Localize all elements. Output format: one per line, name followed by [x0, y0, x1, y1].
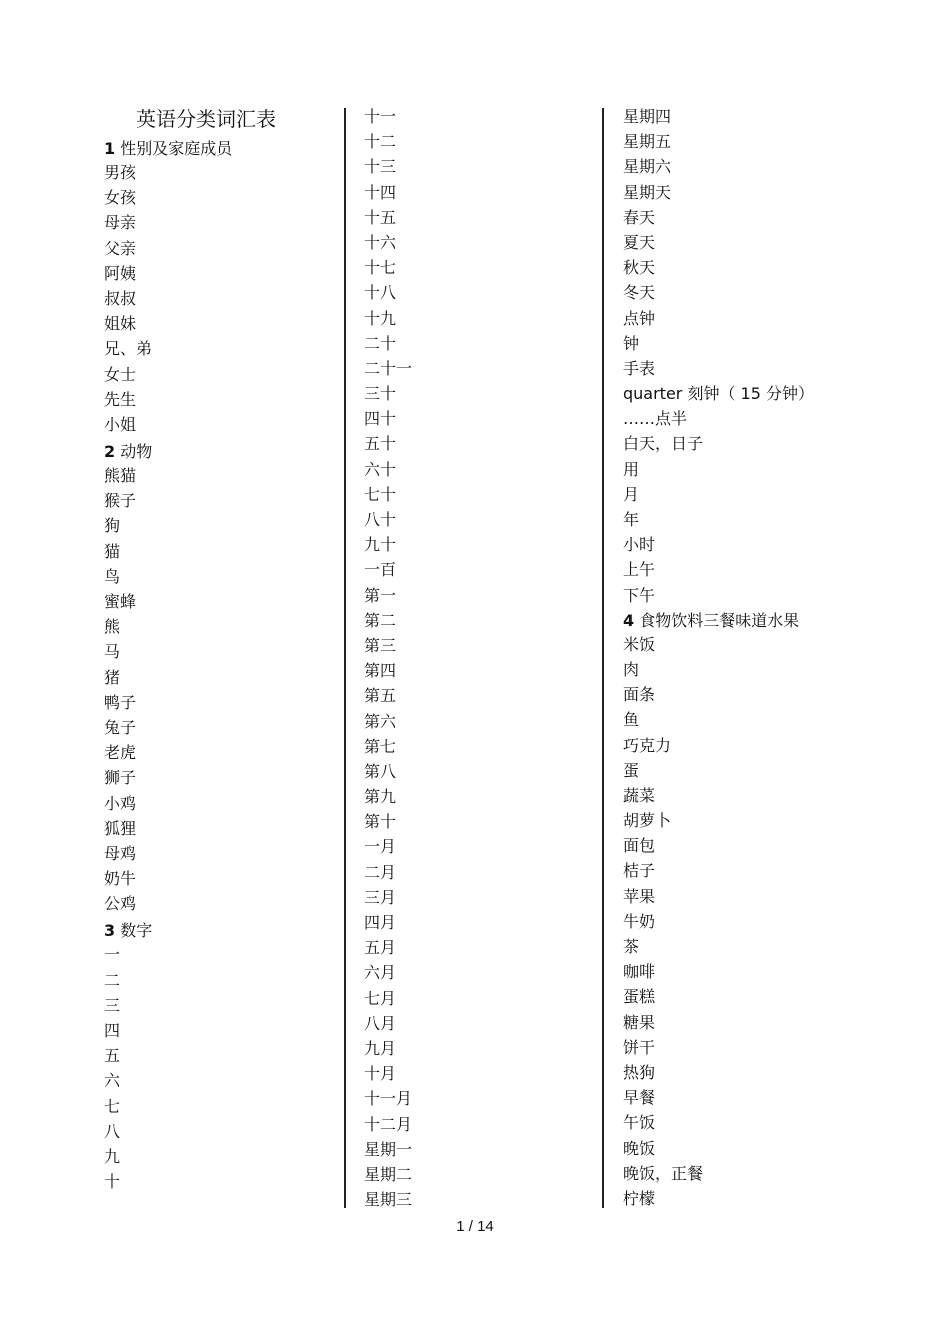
section-number: 2: [104, 442, 116, 462]
word-item: 面条: [623, 685, 656, 705]
column-3: [623, 104, 923, 1211]
column-divider-1: [344, 108, 346, 1208]
word-item: 小姐: [104, 414, 137, 434]
word-item: 第五: [364, 686, 397, 706]
word-item: 阿姨: [104, 263, 137, 283]
word-item: 十二月: [364, 1114, 413, 1134]
word-item: 蜜蜂: [104, 592, 137, 611]
page-number: 1 / 14: [456, 1218, 494, 1235]
word-item: 星期一: [364, 1139, 413, 1159]
word-list-numbers-dates: [364, 104, 600, 1212]
word-item: 蔬菜: [623, 785, 656, 805]
word-item: 星期五: [623, 132, 672, 152]
word-item: 苹果: [623, 886, 656, 906]
word-item: 一百: [364, 560, 397, 580]
word-item: 七十: [364, 484, 397, 504]
word-item: 姐妹: [104, 314, 137, 334]
word-item: 第一: [364, 585, 397, 605]
word-item: 八月: [364, 1013, 397, 1033]
word-item: 星期四: [623, 107, 672, 126]
word-item: 柠檬: [623, 1188, 656, 1208]
word-list-food: [623, 632, 923, 1211]
section-label: 数字: [120, 921, 153, 941]
word-item: 三十: [364, 384, 397, 404]
word-item: 十九: [364, 308, 397, 328]
word-item: 巧克力: [623, 735, 672, 755]
word-item: 兄、弟: [104, 339, 153, 359]
word-item: 兔子: [104, 717, 137, 737]
word-item: 肉: [623, 659, 640, 679]
word-item: 十四: [364, 182, 397, 202]
word-item: 九: [104, 1146, 121, 1166]
word-item: ……点半: [623, 409, 688, 429]
word-item: 春天: [623, 207, 656, 227]
word-item: 六十: [364, 459, 397, 479]
word-item: 第三: [364, 635, 397, 655]
word-item: 公鸡: [104, 894, 137, 914]
word-item: 第四: [364, 661, 397, 681]
word-item: 第二: [364, 610, 397, 630]
section-heading-food: [623, 610, 923, 632]
column-1: [104, 104, 340, 1194]
word-item: 七: [104, 1096, 121, 1116]
section-number: 3: [104, 921, 116, 941]
word-item: 米饭: [623, 634, 656, 654]
word-item: 六月: [364, 963, 397, 983]
word-item: 糖果: [623, 1012, 656, 1032]
word-item: 四十: [364, 409, 397, 429]
word-item: 二月: [364, 862, 397, 882]
word-item: 鸟: [104, 566, 121, 586]
word-item: 熊猫: [104, 466, 137, 486]
word-item: 鸭子: [104, 692, 137, 712]
section-label: 动物: [120, 442, 153, 462]
word-item: 十八: [364, 283, 397, 303]
word-item: 马: [104, 642, 121, 662]
word-item: 面包: [623, 836, 656, 856]
column-divider-2: [602, 108, 604, 1208]
word-item: 月: [623, 484, 640, 504]
word-item: 狐狸: [104, 818, 137, 838]
word-item: 一月: [364, 837, 397, 857]
word-item: 五: [104, 1046, 121, 1066]
word-item: 先生: [104, 389, 137, 409]
word-item: 用: [623, 459, 640, 479]
word-item: 八十: [364, 510, 397, 529]
word-item: 母鸡: [104, 843, 137, 863]
column-2: [364, 104, 600, 1212]
word-item: 十一: [364, 107, 397, 126]
word-item: 午饭: [623, 1113, 656, 1133]
word-list-time: [623, 104, 923, 608]
word-item: 鱼: [623, 710, 640, 730]
word-item: 二十: [364, 333, 397, 353]
word-item: 老虎: [104, 743, 137, 763]
word-item: 三月: [364, 887, 397, 907]
word-item: 十六: [364, 232, 397, 252]
word-item: 白天，日子: [623, 434, 704, 454]
word-item: 桔子: [623, 861, 656, 881]
section-label: 性别及家庭成员: [120, 139, 233, 158]
word-item: 冬天: [623, 283, 656, 303]
word-item: 奶牛: [104, 869, 137, 889]
word-item: 女士: [104, 364, 137, 384]
word-item: 猪: [104, 667, 121, 687]
word-item: 母亲: [104, 213, 137, 233]
word-item: 男孩: [104, 163, 137, 182]
word-item: 星期三: [364, 1190, 413, 1210]
section-number: 1: [104, 139, 116, 158]
word-item: 一: [104, 945, 121, 965]
word-item: 蛋糕: [623, 987, 656, 1007]
word-item: 七月: [364, 988, 397, 1008]
word-item: 二: [104, 970, 121, 990]
word-item: 牛奶: [623, 911, 656, 931]
word-item: 九十: [364, 535, 397, 555]
word-item: 晚饭，正餐: [623, 1163, 704, 1183]
section-heading-animals: [104, 441, 340, 463]
section-heading-family: [104, 138, 340, 160]
word-item: 十七: [364, 258, 397, 278]
word-item: 小时: [623, 535, 656, 555]
word-item: quarter 刻钟（ 15 分钟）: [623, 384, 814, 404]
word-item: 小鸡: [104, 793, 137, 813]
page-title: 英语分类词汇表: [136, 107, 276, 131]
word-item: 六: [104, 1071, 121, 1091]
word-item: 五月: [364, 938, 397, 958]
word-item: 女孩: [104, 188, 137, 208]
word-item: 咖啡: [623, 962, 656, 982]
word-item: 第九: [364, 787, 397, 807]
word-item: 钟: [623, 333, 640, 353]
word-item: 九月: [364, 1038, 397, 1058]
word-item: 十五: [364, 207, 397, 227]
word-item: 热狗: [623, 1062, 656, 1082]
word-item: 五十: [364, 434, 397, 454]
word-list-animals: [104, 463, 340, 916]
word-item: 十一月: [364, 1089, 413, 1109]
word-item: 手表: [623, 358, 656, 378]
section-label: 食物饮料三餐味道水果: [639, 610, 800, 630]
word-item: 猫: [104, 541, 121, 561]
word-item: 第八: [364, 761, 397, 781]
word-item: 蛋: [623, 760, 640, 780]
word-list-family: [104, 160, 340, 437]
word-item: 猴子: [104, 491, 137, 511]
word-item: 下午: [623, 585, 656, 605]
word-item: 十二: [364, 132, 397, 152]
section-heading-numbers: [104, 920, 340, 942]
word-item: 上午: [623, 560, 656, 580]
word-item: 点钟: [623, 308, 656, 328]
word-item: 第十: [364, 812, 397, 832]
word-item: 十月: [364, 1064, 397, 1084]
word-item: 二十一: [364, 358, 413, 378]
word-item: 胡萝卜: [623, 811, 672, 831]
word-item: 年: [623, 510, 640, 529]
word-item: 夏天: [623, 232, 656, 252]
word-item: 八: [104, 1121, 121, 1141]
word-item: 饼干: [623, 1037, 656, 1057]
word-item: 四月: [364, 913, 397, 932]
word-item: 星期六: [623, 157, 672, 177]
word-item: 十三: [364, 157, 397, 177]
word-item: 星期天: [623, 182, 672, 202]
word-item: 第六: [364, 711, 397, 731]
word-item: 晚饭: [623, 1138, 656, 1158]
word-item: 星期二: [364, 1164, 413, 1184]
word-item: 父亲: [104, 238, 137, 258]
word-item: 早餐: [623, 1088, 656, 1108]
word-item: 秋天: [623, 258, 656, 278]
word-item: 熊: [104, 617, 121, 637]
word-item: 狗: [104, 516, 121, 536]
word-item: 茶: [623, 937, 640, 956]
word-item: 第七: [364, 736, 397, 756]
word-item: 三: [104, 995, 121, 1015]
word-item: 十: [104, 1172, 121, 1192]
word-item: 叔叔: [104, 288, 137, 308]
section-number: 4: [623, 610, 635, 630]
word-item: 狮子: [104, 768, 137, 788]
word-item: 四: [104, 1021, 121, 1040]
word-list-numbers: [104, 942, 340, 1194]
